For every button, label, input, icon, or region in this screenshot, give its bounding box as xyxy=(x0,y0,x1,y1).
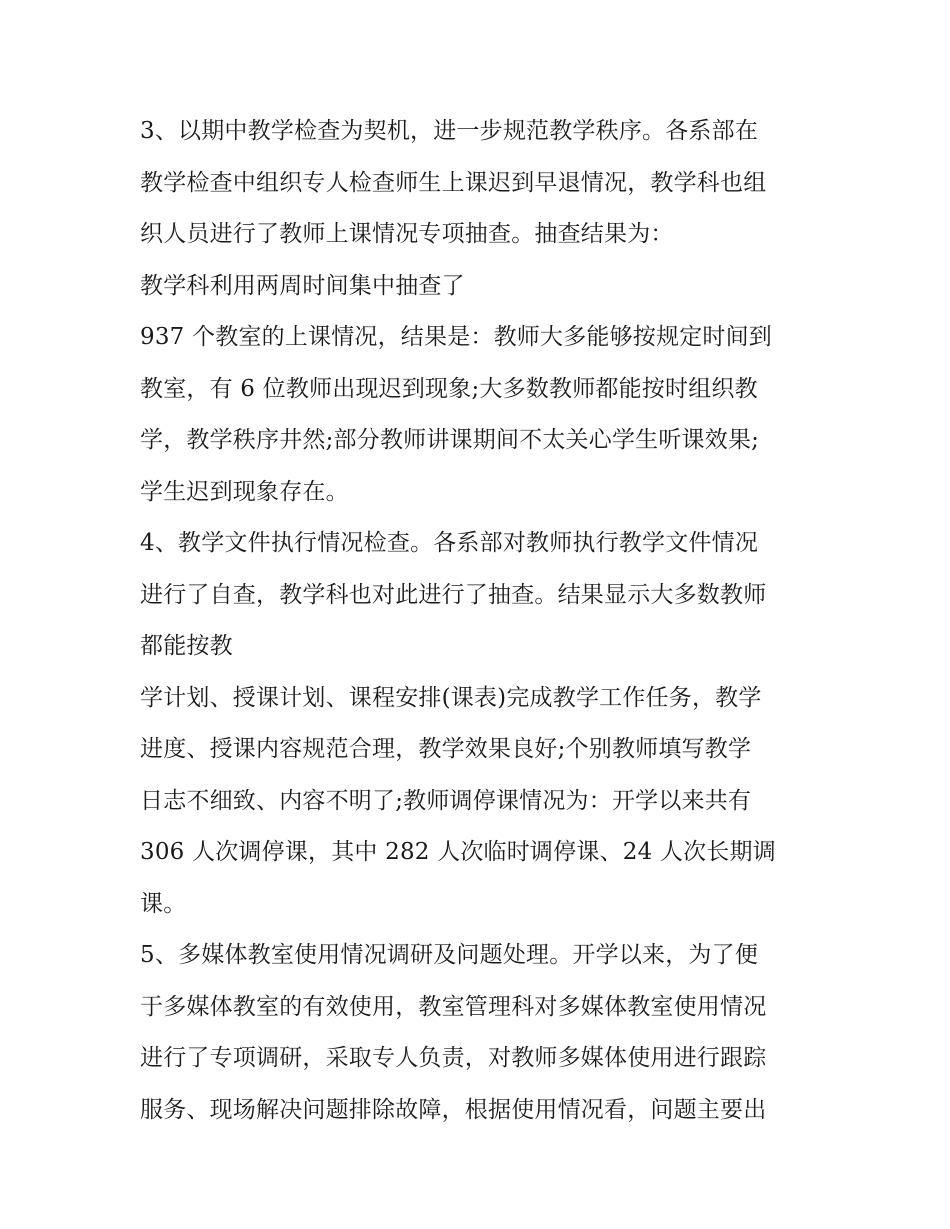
text-line: 织人员进行了教师上课情况专项抽查。抽查结果为： xyxy=(140,221,674,247)
document-body xyxy=(140,106,830,1136)
text-line: 都能按教 xyxy=(140,633,233,659)
text-line: 3、以期中教学检查为契机，进一步规范教学秩序。各系部在 xyxy=(140,118,759,144)
text-line: 学计划、授课计划、课程安排(课表)完成教学工作任务，教学 xyxy=(140,684,762,711)
text-line: 进行了自查，教学科也对此进行了抽查。结果显示大多数教师 xyxy=(140,581,767,608)
text-line: 4、教学文件执行情况检查。各系部对教师执行教学文件情况 xyxy=(140,530,759,556)
text-line: 学，教学秩序井然;部分教师讲课期间不太关心学生听课效果; xyxy=(140,427,760,453)
text-line: 进行了专项调研，采取专人负责，对教师多媒体使用进行跟踪 xyxy=(140,1045,767,1071)
text-line: 日志不细致、内容不明了;教师调停课情况为：开学以来共有 xyxy=(140,787,752,814)
text-line: 教学检查中组织专人检查师生上课迟到早退情况，教学科也组 xyxy=(140,169,767,196)
text-line: 服务、现场解决问题排除故障，根据使用情况看，问题主要出 xyxy=(140,1096,767,1123)
text-line: 937 个教室的上课情况，结果是：教师大多能够按规定时间到 xyxy=(140,324,773,350)
text-line: 5、多媒体教室使用情况调研及问题处理。开学以来，为了便 xyxy=(140,942,759,968)
text-line: 于多媒体教室的有效使用，教室管理科对多媒体教室使用情况 xyxy=(140,993,767,1020)
text-line: 306 人次调停课，其中 282 人次临时调停课、24 人次长期调 xyxy=(140,839,776,865)
text-line: 进度、授课内容规范合理，教学效果良好;个别教师填写教学 xyxy=(140,736,752,762)
text-line: 学生迟到现象存在。 xyxy=(140,478,349,505)
text-line: 课。 xyxy=(140,890,187,917)
text-line: 教学科利用两周时间集中抽查了 xyxy=(140,272,465,299)
text-line: 教室，有 6 位教师出现迟到现象;大多数教师都能按时组织教 xyxy=(140,375,758,402)
